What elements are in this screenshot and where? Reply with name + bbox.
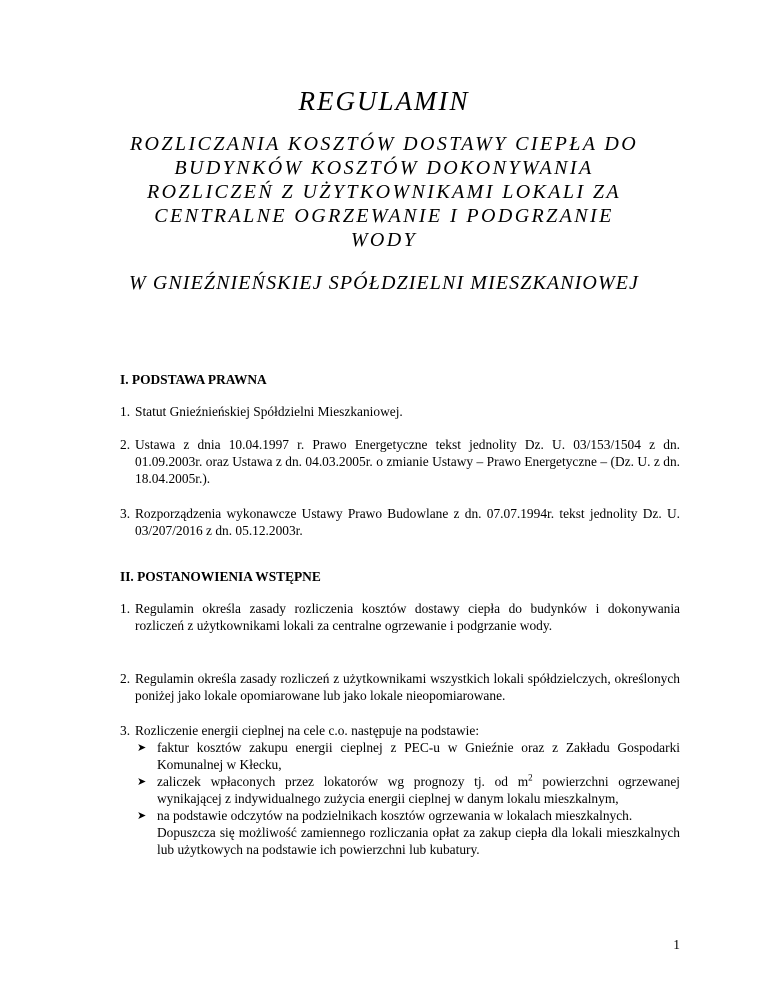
subtitle-line: ROZLICZANIA KOSZTÓW DOSTAWY CIEPŁA DO <box>129 133 639 155</box>
bullet-list <box>135 739 680 824</box>
arrow-bullet-icon: ➤ <box>137 775 147 788</box>
bullet-text: powierzchni ogrzewanej wynikającej z indywidualnego zużycia energii cieplnej w danym lokalu mieszkalnym, <box>157 774 680 806</box>
bullet-text: na podstawie odczytów na podzielnikach kosztów ogrzewania w lokalach mieszkalnych. <box>157 808 633 823</box>
organization-name: W GNIEŹNIEŃSKIEJ SPÓŁDZIELNI MIESZKANIOWEJ <box>128 272 640 294</box>
item-number: 1. <box>120 601 131 616</box>
item-text: Rozporządzenia wykonawcze Ustawy Prawo Budowlane z dn. 07.07.1994r. tekst jednolity Dz. U. 03/207/2016 z dn. 05.12.2003r. <box>135 506 680 538</box>
item-text: Regulamin określa zasady rozliczenia kosztów dostawy ciepła do budynków i dokonywania rozliczeń z użytkownikami lokali za centralne ogrzewanie i podgrzanie wody. <box>135 601 680 633</box>
bullet-item <box>135 739 680 773</box>
item-text: Statut Gnieźnieńskiej Spółdzielni Mieszkaniowej. <box>135 404 403 419</box>
subtitle-line: BUDYNKÓW KOSZTÓW DOKONYWANIA <box>174 157 594 179</box>
list-item <box>120 670 680 704</box>
subtitle-line: CENTRALNE OGRZEWANIE I PODGRZANIE <box>154 205 614 227</box>
item-number: 3. <box>120 723 131 738</box>
item-text: Ustawa z dnia 10.04.1997 r. Prawo Energetyczne tekst jednolity Dz. U. 03/153/1504 z dn. 01.09.2003r. oraz Ustawa z dn. 04.03.2005r. o zmianie Ustawy – Prawo Energetyczne – (Dz. U. z dn. 18.04.2005r.). <box>135 437 680 486</box>
section-heading-preliminary-provisions: II. POSTANOWIENIA WSTĘPNE <box>120 569 321 584</box>
item-number: 2. <box>120 671 131 686</box>
page-number: 1 <box>673 937 680 952</box>
list-item <box>120 600 680 634</box>
list-item <box>120 722 680 858</box>
section-heading-legal-basis: I. PODSTAWA PRAWNA <box>120 372 267 387</box>
document-title: REGULAMIN <box>298 86 470 116</box>
item-text: Regulamin określa zasady rozliczeń z użytkownikami wszystkich lokali spółdzielczych, określonych poniżej jako lokale opomiarowane lub jako lokale nieopomiarowane. <box>135 671 680 703</box>
list-item <box>120 436 680 487</box>
document-subtitle <box>90 132 678 252</box>
item-number: 2. <box>120 437 131 452</box>
superscript: 2 <box>528 772 533 783</box>
arrow-bullet-icon: ➤ <box>137 741 147 754</box>
bullet-item <box>135 807 680 824</box>
list-item <box>120 505 680 539</box>
item-number: 3. <box>120 506 131 521</box>
note-paragraph: Dopuszcza się możliwość zamiennego rozliczania opłat za zakup ciepła dla lokali mieszkalnych lub użytkowych na podstawie ich powierzchni lub kubatury. <box>157 825 680 857</box>
bullet-text: zaliczek wpłaconych przez lokatorów wg prognozy tj. od m <box>157 774 529 789</box>
subtitle-line: ROZLICZEŃ Z UŻYTKOWNIKAMI LOKALI ZA <box>146 181 622 203</box>
bullet-item <box>135 773 680 807</box>
subtitle-line: WODY <box>350 229 418 251</box>
list-item <box>120 403 680 420</box>
item-number: 1. <box>120 404 131 419</box>
arrow-bullet-icon: ➤ <box>137 809 147 822</box>
bullet-text: faktur kosztów zakupu energii cieplnej z PEC-u w Gnieźnie oraz z Zakładu Gospodarki Komunalnej w Kłecku, <box>157 740 680 772</box>
item-text: Rozliczenie energii cieplnej na cele c.o. następuje na podstawie: <box>135 723 480 738</box>
